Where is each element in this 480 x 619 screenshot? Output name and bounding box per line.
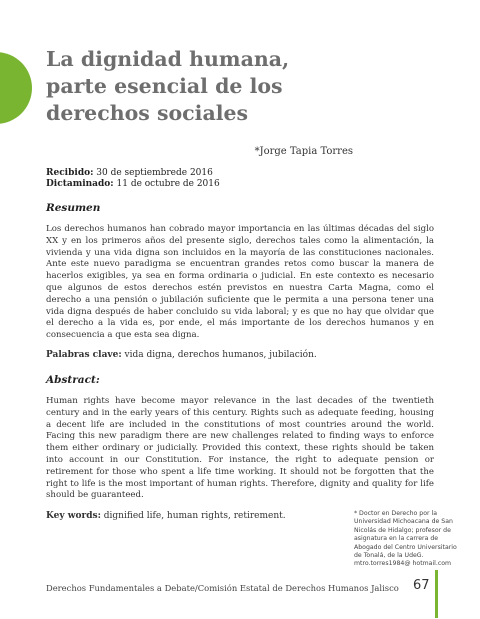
judged-label: Dictaminado: — [46, 179, 114, 189]
judged-date — [46, 179, 220, 190]
resumen-body: Los derechos humanos han cobrado mayor importancia en las últimas décadas del siglo XX y en los primeros años del presente siglo, derechos tales como la alimentación, la vivienda y una vida digna son incluidos en la mayoría de las constituciones nacionales. Ante este nuevo paradigma se encuentran grandes retos como buscar la manera de hacerlos exigibles, ya sea en forma ordinaria o judicial. En este contexto es necesario que algunos de estos derechos estén previstos en nuestra Carta Magna, como el derecho a una pensión o jubilación suficiente que le permita a una persona tener una vida digna después de haber concluido su vida laboral; y es que no hay que olvidar que el derecho a la vida es, por ende, el más importante de los derechos humanos y en consecuencia a que esta sea digna. — [46, 224, 434, 341]
journal-footer: Derechos Fundamentales a Debate/Comisión Estatal de Derechos Humanos Jalisco — [46, 583, 399, 593]
palabras-clave — [46, 350, 317, 360]
article-dates — [46, 168, 220, 190]
resumen-heading: Resumen — [46, 202, 101, 214]
received-value: 30 de septiembrede 2016 — [93, 168, 213, 178]
author-name: *Jorge Tapia Torres — [254, 146, 353, 157]
received-label: Recibido: — [46, 168, 94, 178]
judged-value: 11 de octubre de 2016 — [113, 179, 220, 189]
footer-accent-bar — [435, 570, 438, 618]
author-footnote: * Doctor en Derecho por la Universidad Michoacana de San Nicolás de Hidalgo; profesor de asignatura en la carrera de Abogado del Centro Universitario de Tonalá, de la UdeG. mtro.torres1984@ hotmail.com — [354, 510, 457, 568]
palabras-clave-label: Palabras clave: — [46, 350, 122, 360]
article-title: La dignidad humana, parte esencial de los derechos sociales — [46, 47, 290, 125]
abstract-heading: Abstract: — [46, 374, 100, 386]
key-words — [46, 511, 286, 521]
received-date — [46, 168, 220, 179]
section-tab-marker — [0, 52, 32, 124]
abstract-body: Human rights have become mayor relevance in the last decades of the twentieth century and in the early years of this century. Rights such as adequate feeding, housing a decent life are included in the constitutions of most countries around the world. Facing this new paradigm there are new challenges related to finding ways to enforce them either ordinary or judicially. Provided this context, these rights should be taken into account in our Constitution. For instance, the right to adequate pension or retirement for those who spent a life time working. It should not be forgotten that the right to life is the most important of human rights. Therefore, dignity and quality for life should be guaranteed. — [46, 396, 434, 501]
key-words-label: Key words: — [46, 511, 101, 521]
key-words-value: dignified life, human rights, retirement. — [100, 511, 286, 521]
page-number: 67 — [413, 578, 430, 593]
palabras-clave-value: vida digna, derechos humanos, jubilación. — [121, 350, 317, 360]
